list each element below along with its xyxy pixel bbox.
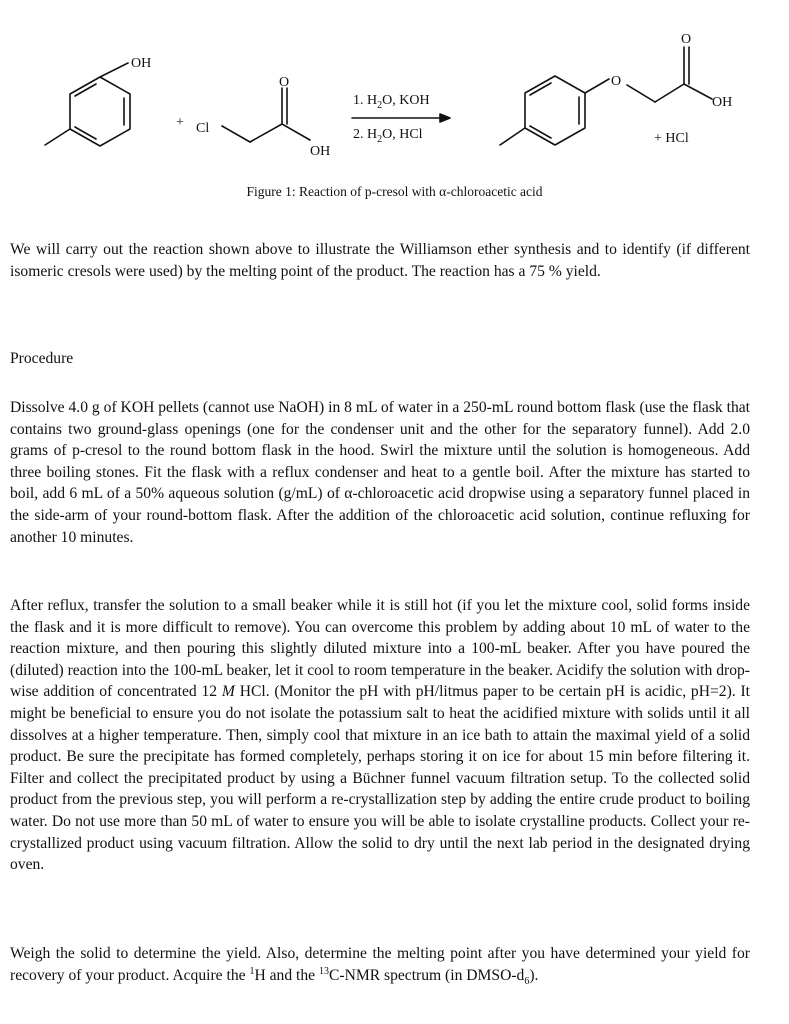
p-cresol-structure	[45, 63, 130, 146]
figure-caption: Figure 1: Reaction of p-cresol with α-chloroacetic acid	[246, 184, 543, 199]
paragraph-3-text-2: H and the	[254, 966, 319, 984]
reaction-arrow	[352, 114, 450, 122]
reactant2-o-label: O	[279, 75, 290, 90]
plus-sign: +	[176, 115, 184, 130]
proton-superscript: 1	[249, 965, 255, 977]
molar-unit: M	[221, 683, 235, 701]
reactant2-oh-label: OH	[310, 144, 331, 159]
procedure-heading: Procedure	[10, 350, 74, 367]
paragraph-2-part-2: HCl. (Monitor the pH with pH/litmus paper to be certain pH is acidic, pH=2). It might be beneficial to ensure you do not isolate the potassium salt to heat the acidified mixture with solids until it all dissolves at a higher temperature. Then, simply cool that mixture in an ice bath to attain the maximal yield of a solid product. Be sure the precipitate has formed completely, perhaps storing it on ice for about 15 min before filtering it. Filter and collect the precipitated product by using a Büchner funnel vacuum filtration setup. To the collected solid product from the previous step, you will perform a re-crystallization step by adding the entire crude product to boiling water. Do not use more than 50 mL of water to ensure you will be able to isolate crystalline products. Collect your re-crystallized product using vacuum filtration. Allow the solid to dry until the next lab period in the designated drying oven.	[10, 683, 750, 874]
procedure-paragraph-1: Dissolve 4.0 g of KOH pellets (cannot use NaOH) in 8 mL of water in a 250-mL round bottom flask (use the flask that contains two ground-glass openings (one for the condenser unit and the other for the separatory funnel). Add 2.0 grams of p-cresol to the round bottom flask in the hood. Swirl the mixture until the solution is homogeneous. Add three boiling stones. Fit the flask with a reflux condenser and heat to a gentle boil. After the mixture has started to boil, add 6 mL of a 50% aqueous solution (g/mL) of α-chloroacetic acid dropwise using a separatory funnel placed in the side-arm of your round-bottom flask. After the addition of the chloroacetic acid solution, continue refluxing for another 10 minutes.	[10, 399, 750, 546]
procedure-paragraph-3	[10, 943, 750, 986]
reactant2-cl-label: Cl	[196, 121, 210, 136]
paragraph-3-text-3: C-NMR spectrum (in DMSO-d	[328, 966, 525, 984]
condition-step-2: 2. $H_2O$, HCl	[353, 127, 423, 145]
paragraph-3-text-4: ).	[529, 966, 539, 984]
product-oh-label: OH	[712, 95, 733, 110]
reactant1-oh-label: OH	[131, 56, 152, 71]
carbon-13-superscript: 13	[318, 965, 329, 977]
paragraph-2-part-1: After reflux, transfer the solution to a small beaker while it is still hot (if you let the mixture cool, solid forms inside the flask and it is more difficult to remove). You can overcome this problem by adding about 10 mL of water to the reaction mixture, and then pouring this slightly diluted mixture into a 100-mL beaker. After you have poured the (diluted) reaction into the 100-mL beaker, let it cool to room temperature in the beaker. Acidify the solution with drop-wise addition of concentrated 12	[10, 597, 750, 701]
condition-step-1: 1. $H_2O$, KOH	[353, 93, 430, 111]
reaction-scheme	[0, 0, 789, 210]
chloroacetic-acid-structure	[222, 88, 310, 142]
deuterium-subscript: 6	[524, 975, 530, 987]
procedure-paragraph-2	[10, 595, 750, 876]
byproduct-label: + HCl	[654, 131, 689, 146]
product-ether-o-label: O	[611, 74, 622, 89]
product-carbonyl-o-label: O	[681, 32, 692, 47]
paragraph-3-text-1: Weigh the solid to determine the yield. Also, determine the melting point after you have determined your yield for recovery of your product. Acquire the	[10, 945, 750, 984]
intro-paragraph: We will carry out the reaction shown above to illustrate the Williamson ether synthesis and to identify (if different isomeric cresols were used) by the melting point of the product. The reaction has a 75 % yield.	[10, 241, 750, 280]
